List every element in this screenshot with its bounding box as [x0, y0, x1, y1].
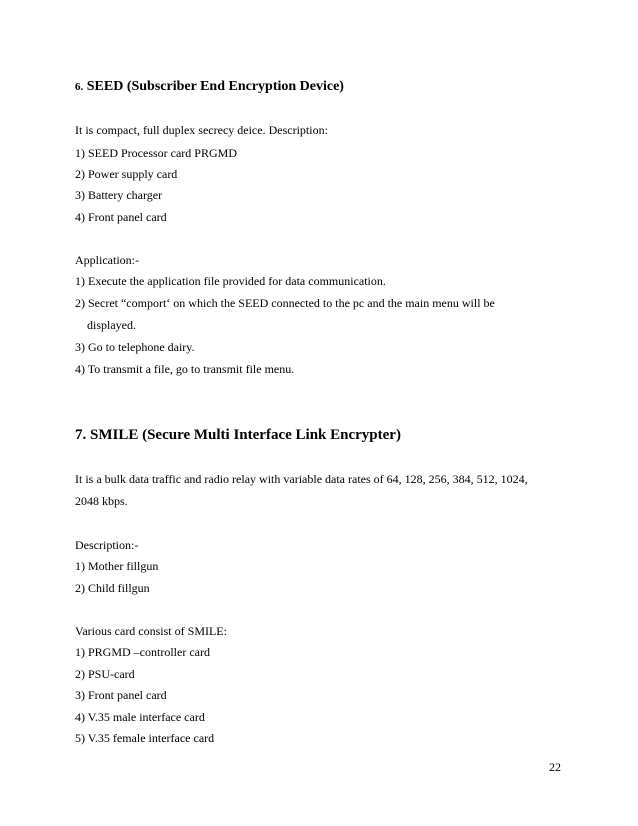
section-6-intro: It is compact, full duplex secrecy deice. Description: — [75, 123, 328, 137]
list-item: 1) Execute the application file provided for data communication. — [75, 274, 386, 288]
list-item: 3) Go to telephone dairy. — [75, 340, 195, 354]
list-item: 4) To transmit a file, go to transmit file menu. — [75, 362, 295, 376]
list-item: 2) Power supply card — [75, 167, 178, 181]
list-item: 3) Front panel card — [75, 688, 167, 702]
cards-label: Various card consist of SMILE: — [75, 624, 227, 638]
list-item: 1) PRGMD –controller card — [75, 645, 210, 659]
section-7-intro-line-1: It is a bulk data traffic and radio relay with variable data rates of 64, 128, 256, 384, 512, 1024, — [75, 472, 528, 486]
list-item: 4) Front panel card — [75, 210, 167, 224]
application-label: Application:- — [75, 253, 139, 267]
list-item: 2) Secret “comport‘ on which the SEED connected to the pc and the main menu will be — [75, 296, 495, 310]
list-item: 1) SEED Processor card PRGMD — [75, 146, 237, 160]
list-item: 3) Battery charger — [75, 188, 163, 202]
list-item-continuation: displayed. — [87, 318, 136, 332]
section-6-heading — [75, 79, 344, 95]
section-6-title: SEED (Subscriber End Encryption Device) — [86, 79, 344, 94]
list-item: 2) PSU-card — [75, 667, 135, 681]
section-7-intro-line-2: 2048 kbps. — [75, 494, 128, 508]
list-item: 5) V.35 female interface card — [75, 731, 215, 745]
page-number: 22 — [549, 760, 561, 774]
list-item: 4) V.35 male interface card — [75, 710, 205, 724]
section-6-number: 6. — [75, 81, 84, 93]
description-label: Description:- — [75, 538, 139, 552]
list-item: 1) Mother fillgun — [75, 559, 159, 573]
list-item: 2) Child fillgun — [75, 581, 150, 595]
section-7-heading: 7. SMILE (Secure Multi Interface Link Encrypter) — [75, 427, 401, 443]
